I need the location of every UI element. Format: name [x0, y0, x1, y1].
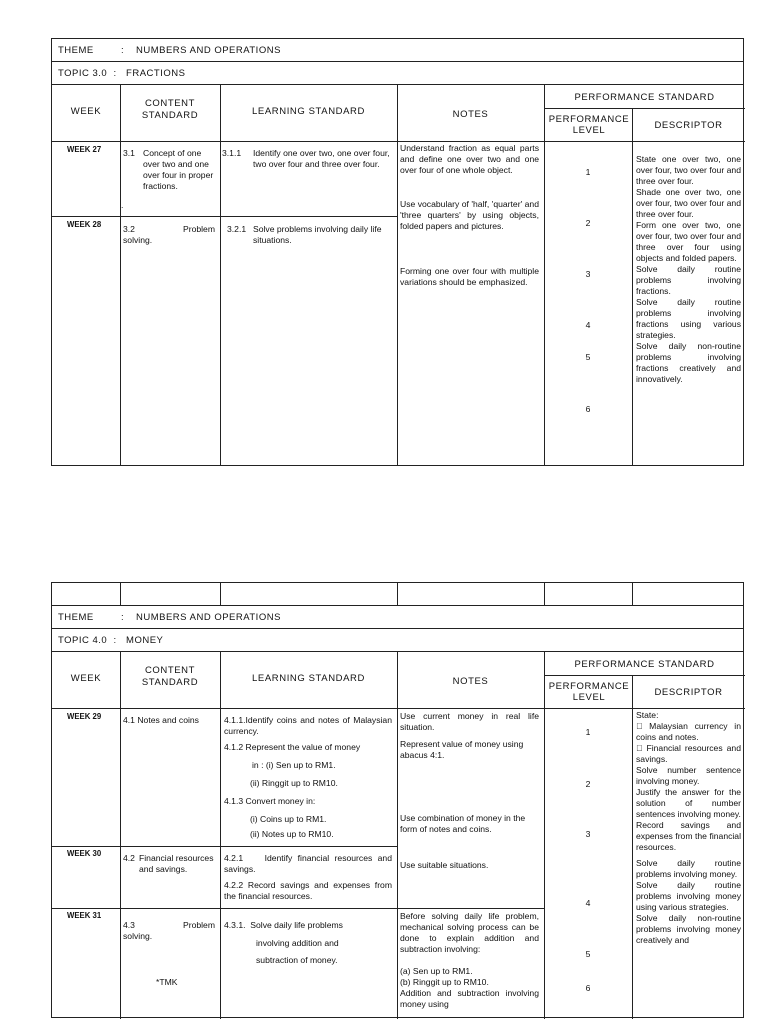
header-content-standard: CONTENT STANDARD — [141, 665, 199, 688]
content-4-3: 4.3 Problem solving. — [123, 920, 218, 941]
descriptor-3: Justify the answer for the solution of number sentences involving money. — [636, 787, 741, 819]
week-31: WEEK 31 — [67, 911, 102, 920]
tmk-label: *TMK — [156, 977, 178, 987]
theme-value: NUMBERS AND OPERATIONS — [136, 45, 281, 56]
header-week: WEEK — [70, 673, 102, 684]
ls-3-1-1-number: 3.1.1 — [222, 148, 242, 158]
content-4-1: 4.1 Notes and coins — [123, 715, 199, 725]
header-descriptor: DESCRIPTOR — [654, 687, 723, 698]
ls-4-1-2-b: (ii) Ringgit up to RM10. — [250, 778, 338, 788]
descriptor-2: Shade one over two, one over four, two over four and three over four. — [636, 187, 741, 219]
level-1: 1 — [585, 167, 591, 177]
notes-3: Forming one over four with multiple variations should be emphasized. — [400, 266, 539, 287]
ls-4-1-3: 4.1.3 Convert money in: — [224, 796, 316, 806]
header-performance-level: PERFORMANCE LEVEL — [548, 114, 630, 136]
notes-5-b: (b) Ringgit up to RM10. — [400, 977, 489, 987]
level-3: 3 — [585, 269, 591, 279]
ls-4-2-2: 4.2.2 Record savings and expenses from the financial resources. — [224, 880, 392, 901]
ls-4-3-1: 4.3.1. Solve daily life problems — [224, 920, 343, 930]
descriptor-6: Solve daily routine problems involving money using various strategies. — [636, 880, 741, 912]
header-row — [52, 85, 745, 142]
fractions-table — [51, 38, 744, 466]
header-learning-standard: LEARNING STANDARD — [252, 673, 365, 684]
descriptor-1b: Financial resources and savings. — [636, 743, 741, 764]
ls-4-3-1-a: involving addition and — [256, 938, 339, 948]
content-4-2-number: 4.2 — [123, 853, 135, 863]
notes-1: Use current money in real life situation. — [400, 711, 539, 732]
topic-label: TOPIC 4.0 : MONEY — [58, 635, 164, 646]
descriptor-1a: Malaysian currency in coins and notes. — [636, 721, 741, 742]
descriptor-5: Solve daily routine problems involving money. — [636, 858, 741, 879]
theme-sep: : — [121, 45, 125, 56]
header-performance-standard: PERFORMANCE STANDARD — [574, 659, 715, 670]
content-4-2: Financial resources and savings. — [139, 853, 214, 874]
theme-label: THEME — [58, 45, 94, 56]
notes-2: Use vocabulary of 'half, 'quarter' and 'three quarters' by using objects, folded papers and pictures. — [400, 199, 539, 231]
topic-label: TOPIC 3.0 : FRACTIONS — [58, 68, 186, 79]
descriptor-5: Solve daily routine problems involving fractions using various strategies. — [636, 297, 741, 340]
header-notes: NOTES — [452, 109, 489, 120]
week-27: WEEK 27 — [67, 145, 102, 154]
content-3-1: Concept of one over two and one over four in proper fractions. — [143, 148, 214, 191]
ls-4-1-2: 4.1.2 Represent the value of money — [224, 742, 361, 752]
fractions-body — [52, 142, 745, 466]
ls-4-2-1: 4.2.1 Identify financial resources and savings. — [224, 853, 395, 874]
descriptor-6: Solve daily non-routine problems involving fractions creatively and innovatively. — [636, 341, 741, 384]
empty-row — [52, 583, 743, 606]
week-30: WEEK 30 — [67, 849, 102, 858]
level-3: 3 — [585, 829, 591, 839]
level-1: 1 — [585, 727, 591, 737]
descriptor-2: Solve number sentence involving money. — [636, 765, 741, 786]
topic-row — [52, 629, 743, 652]
ls-4-1-3-b: (ii) Notes up to RM10. — [250, 829, 334, 839]
level-2: 2 — [585, 218, 591, 228]
descriptor-list — [636, 154, 741, 385]
header-performance-level: PERFORMANCE LEVEL — [548, 681, 630, 703]
level-6: 6 — [585, 983, 591, 993]
descriptor-1: State one over two, one over four, two over four and three over four. — [636, 154, 741, 186]
content-3-2: 3.2 Problem solving. — [123, 224, 218, 245]
descriptor-list — [636, 710, 741, 946]
ls-3-2-1-number: 3.2.1 — [227, 224, 247, 234]
descriptor-3: Form one over two, one over four, two over four and three over four using objects and folded papers. — [636, 220, 741, 263]
notes-4: Use suitable situations. — [400, 860, 489, 870]
theme-value: NUMBERS AND OPERATIONS — [136, 612, 281, 623]
descriptor-4: Record savings and expenses from the financial resources. — [636, 820, 741, 852]
level-5: 5 — [585, 352, 591, 362]
week-29: WEEK 29 — [67, 712, 102, 721]
level-4: 4 — [585, 320, 591, 330]
header-content-standard: CONTENT STANDARD — [141, 98, 199, 121]
money-table — [51, 582, 744, 1018]
notes-5: Before solving daily life problem, mechanical solving process can be done to explain addition and subtraction involving: — [400, 911, 539, 954]
level-6: 6 — [585, 404, 591, 414]
header-performance-standard: PERFORMANCE STANDARD — [574, 92, 715, 103]
ls-4-1-1: 4.1.1.Identify coins and notes of Malaysian currency. — [224, 715, 392, 736]
ls-4-3-1-b: subtraction of money. — [256, 955, 338, 965]
week-28: WEEK 28 — [67, 220, 102, 229]
notes-2: Represent value of money using abacus 4:1. — [400, 739, 524, 760]
level-5: 5 — [585, 949, 591, 959]
ls-4-1-2-a: in : (i) Sen up to RM1. — [252, 760, 336, 770]
header-notes: NOTES — [452, 676, 489, 687]
header-learning-standard: LEARNING STANDARD — [252, 106, 365, 117]
notes-5-c: Addition and subtraction involving money using — [400, 988, 539, 1009]
level-4: 4 — [585, 898, 591, 908]
header-week: WEEK — [70, 106, 102, 117]
ls-4-1-3-a: (i) Coins up to RM1. — [250, 814, 327, 824]
content-3-1-number: 3.1 — [123, 148, 135, 158]
theme-row — [52, 606, 743, 629]
descriptor-state: State: — [636, 710, 659, 720]
descriptor-7: Solve daily non-routine problems involving money creatively and — [636, 913, 741, 945]
topic-row — [52, 62, 743, 85]
theme-row — [52, 39, 743, 62]
money-body — [52, 709, 745, 1019]
header-row — [52, 652, 745, 709]
content-dot: . — [121, 200, 124, 210]
ls-3-2-1: Solve problems involving daily life situations. — [253, 224, 382, 245]
descriptor-4: Solve daily routine problems involving fractions. — [636, 264, 741, 296]
notes-5-a: (a) Sen up to RM1. — [400, 966, 473, 976]
theme-label: THEME — [58, 612, 94, 623]
notes-3: Use combination of money in the form of notes and coins. — [400, 813, 526, 834]
notes-1: Understand fraction as equal parts and define one over two and one over four of one whole object. — [400, 143, 539, 175]
ls-3-1-1: Identify one over two, one over four, two over four and three over four. — [253, 148, 390, 169]
theme-sep: : — [121, 612, 125, 623]
header-descriptor: DESCRIPTOR — [654, 120, 723, 131]
level-2: 2 — [585, 779, 591, 789]
